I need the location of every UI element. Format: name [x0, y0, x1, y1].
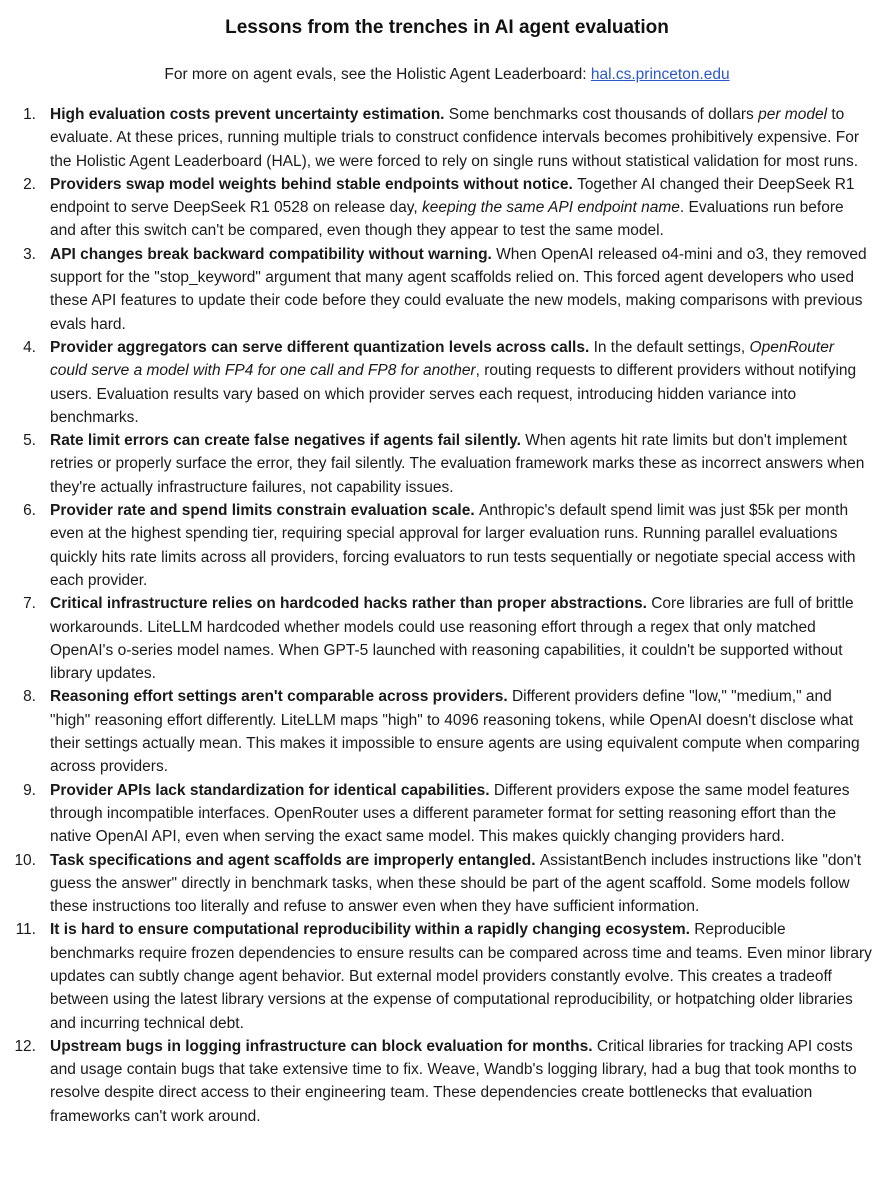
hal-leaderboard-link[interactable]: hal.cs.princeton.edu: [590, 66, 730, 83]
lesson-text-segment: Providers swap model weights behind stable endpoints without notice.: [50, 175, 578, 193]
lesson-text: [50, 432, 864, 496]
lesson-text: [50, 688, 860, 775]
lesson-text: [50, 106, 859, 170]
lesson-number: 11.: [15, 921, 36, 939]
lesson-text-segment: When agents hit rate limits but don't implement retries or properly surface the error, they fail silently. The evaluation framework marks these as incorrect answers when they're actually infrastructure failures, not capability issues.: [50, 432, 865, 496]
lesson-number: 1.: [23, 106, 36, 123]
lesson-text: [50, 502, 856, 589]
lesson-text-segment: When OpenAI released o4-mini and o3, they removed support for the "stop_keyword" argument that many agent scaffolds relied on. This forced agent developers who used these API features to update their code before they could evaluate the new models, making comparisons with previous evals hard.: [50, 245, 867, 333]
lesson-text-segment: Different providers expose the same model features through incompatible interfaces. OpenRouter uses a different parameter format for setting reasoning effort than the native OpenAI API, even when serving the exact same model. This makes quickly changing providers hard.: [50, 781, 850, 846]
lesson-text: [50, 176, 855, 240]
lesson-text-segment: Reasoning effort settings aren't comparable across providers.: [50, 688, 512, 706]
lesson-text-segment: , routing requests to different providers without notifying users. Evaluation results vary based on which provider serves each request, introducing hidden variance into benchmarks.: [50, 362, 857, 426]
lesson-text: [50, 1038, 857, 1125]
lesson-number: 7.: [23, 595, 36, 613]
lesson-item: [0, 1035, 873, 1128]
lesson-text: [50, 921, 872, 1031]
lesson-text-segment: Reproducible benchmarks require frozen dependencies to ensure results can be compared across time and teams. Even minor library updates can subtly change agent behavior. But external model providers constantly evolve. This creates a tradeoff between using the latest library versions at the expense of computational reproducibility, or hotpatching older libraries and incurring technical debt.: [50, 921, 872, 1032]
lesson-item: [0, 685, 873, 778]
lesson-text-segment: per model: [758, 106, 828, 123]
lesson-item: [0, 918, 873, 1034]
lesson-text-segment: AssistantBench includes instructions like "don't guess the answer" directly in benchmark tasks, when these should be part of the agent scaffold. Some models follow these instructions too literally and refuse to answer even when they have sufficient information.: [50, 851, 862, 916]
lesson-text-segment: Some benchmarks cost thousands of dollars: [448, 106, 759, 123]
lesson-number: 3.: [23, 245, 36, 263]
lesson-number: 5.: [23, 432, 36, 450]
lesson-item: [0, 103, 873, 173]
lesson-number: 10.: [14, 851, 36, 869]
lesson-text-segment: . Evaluations run before and after this switch can't be compared, even though they appear to test the same model.: [50, 199, 844, 240]
lesson-text-segment: Provider rate and spend limits constrain evaluation scale.: [50, 502, 479, 520]
lesson-number: 9.: [23, 781, 36, 799]
lesson-item: [0, 779, 873, 849]
lessons-list: [0, 103, 894, 1128]
lesson-text-segment: Critical infrastructure relies on hardcoded hacks rather than proper abstractions.: [50, 595, 652, 613]
lesson-number: 8.: [23, 688, 36, 706]
lesson-text-segment: keeping the same API endpoint name: [421, 199, 680, 217]
lesson-text-segment: Critical libraries for tracking API costs and usage contain bugs that take extensive time to fix. Weave, Wandb's logging library, had a bug that took months to resolve despite direct access to their engineering team. These dependencies create bottlenecks that evaluation frameworks can't work around.: [50, 1037, 857, 1125]
lesson-item: [0, 592, 873, 685]
lesson-number: 4.: [23, 338, 36, 356]
lesson-text-segment: Provider aggregators can serve different quantization levels across calls.: [50, 338, 594, 356]
lesson-text-segment: to evaluate. At these prices, running multiple trials to construct confidence intervals becomes prohibitively expensive. For the Holistic Agent Leaderboard (HAL), we were forced to rely on single runs without statistical validation for most runs.: [50, 106, 859, 170]
lesson-text-segment: OpenRouter could serve a model with FP4 for one call and FP8 for another: [50, 338, 834, 380]
lesson-text: [50, 246, 867, 333]
lesson-text: [50, 339, 856, 426]
subtitle: [0, 63, 894, 86]
lesson-item: [0, 173, 873, 243]
lesson-text-segment: Provider APIs lack standardization for identical capabilities.: [50, 781, 494, 799]
lesson-text-segment: It is hard to ensure computational reproducibility within a rapidly changing ecosystem.: [50, 921, 695, 939]
lesson-number: 12.: [14, 1037, 36, 1055]
lesson-text: [50, 852, 861, 916]
lesson-text: [50, 782, 849, 846]
lesson-text: [50, 595, 854, 682]
lesson-number: 6.: [23, 502, 36, 520]
lesson-text-segment: Anthropic's default spend limit was just $5k per month even at the highest spending tier, requiring special approval for larger evaluation runs. Running parallel evaluations quickly hits rate limits across all providers, forcing evaluators to run tests sequentially or negotiate special access with each provider.: [50, 502, 856, 589]
page-title: Lessons from the trenches in AI agent evaluation: [225, 17, 669, 38]
lesson-text-segment: Upstream bugs in logging infrastructure can block evaluation for months.: [50, 1037, 597, 1055]
lesson-item: [0, 243, 873, 336]
lesson-item: [0, 336, 873, 429]
lesson-item: [0, 849, 873, 919]
lesson-text-segment: Together AI changed their DeepSeek R1 endpoint to serve DeepSeek R1 0528 on release day,: [50, 175, 855, 217]
lesson-text-segment: API changes break backward compatibility without warning.: [50, 245, 497, 263]
subtitle-text: For more on agent evals, see the Holistic Agent Leaderboard:: [164, 66, 591, 83]
lesson-item: [0, 429, 873, 499]
lesson-text-segment: Different providers define "low," "medium," and "high" reasoning effort differently. LiteLLM maps "high" to 4096 reasoning tokens, while OpenAI doesn't disclose what their settings actually mean. This makes it impossible to ensure agents are using equivalent compute when comparing across providers.: [50, 688, 860, 776]
lesson-text-segment: In the default settings,: [593, 338, 750, 356]
lesson-item: [0, 499, 873, 592]
lesson-text-segment: Rate limit errors can create false negatives if agents fail silently.: [50, 432, 526, 450]
lesson-text-segment: High evaluation costs prevent uncertainty estimation.: [50, 106, 449, 123]
lesson-text-segment: Task specifications and agent scaffolds are improperly entangled.: [50, 851, 540, 869]
lesson-number: 2.: [23, 175, 36, 193]
lesson-text-segment: Core libraries are full of brittle workarounds. LiteLLM hardcoded whether models could use reasoning effort through a regex that only matched OpenAI's o-series model names. When GPT-5 launched with reasoning capabilities, it couldn't be supported without library updates.: [50, 595, 854, 683]
